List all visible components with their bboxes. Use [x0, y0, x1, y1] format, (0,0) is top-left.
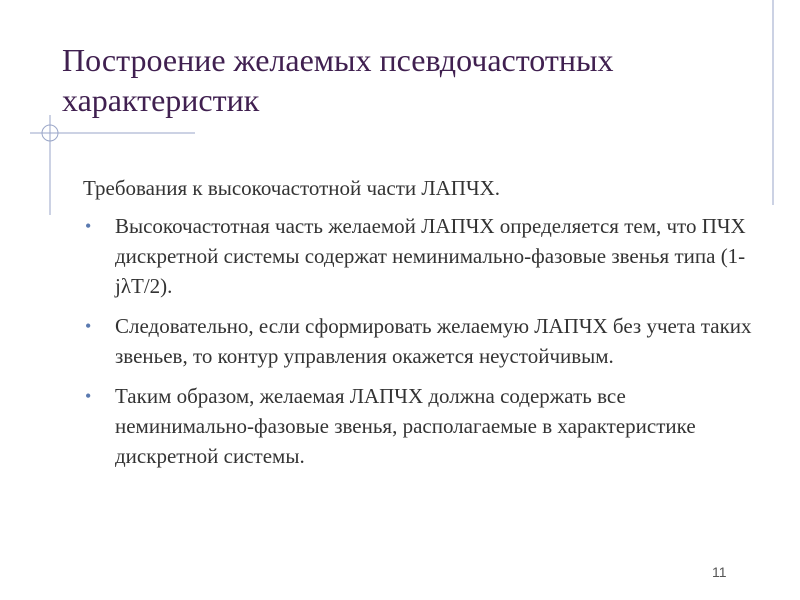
- bullet-text: Таким образом, желаемая ЛАПЧХ должна содержать все неминимально-фазовые звенья, располагаемые в характеристике дискретной системы.: [115, 384, 696, 468]
- bullet-text: Следовательно, если сформировать желаемую ЛАПЧХ без учета таких звеньев, то контур управления окажется неустойчивым.: [115, 314, 752, 368]
- slide-title: Построение желаемых псевдочастотных характеристик: [62, 42, 614, 118]
- bullet-item: [83, 381, 755, 471]
- intro-text: Требования к высокочастотной части ЛАПЧХ.: [83, 176, 501, 200]
- bullet-list: [83, 211, 773, 471]
- bullet-dot-icon: •: [85, 216, 92, 236]
- page-number: 11: [712, 564, 727, 580]
- slide-content: [83, 173, 773, 481]
- bullet-text: Высокочастотная часть желаемой ЛАПЧХ определяется тем, что ПЧХ дискретной системы содержат неминимально-фазовые звенья типа (1-jλT/2).: [115, 214, 746, 298]
- bullet-item: [83, 211, 755, 301]
- bullet-dot-icon: •: [85, 386, 92, 406]
- bullet-dot-icon: •: [85, 316, 92, 336]
- bullet-item: [83, 311, 755, 371]
